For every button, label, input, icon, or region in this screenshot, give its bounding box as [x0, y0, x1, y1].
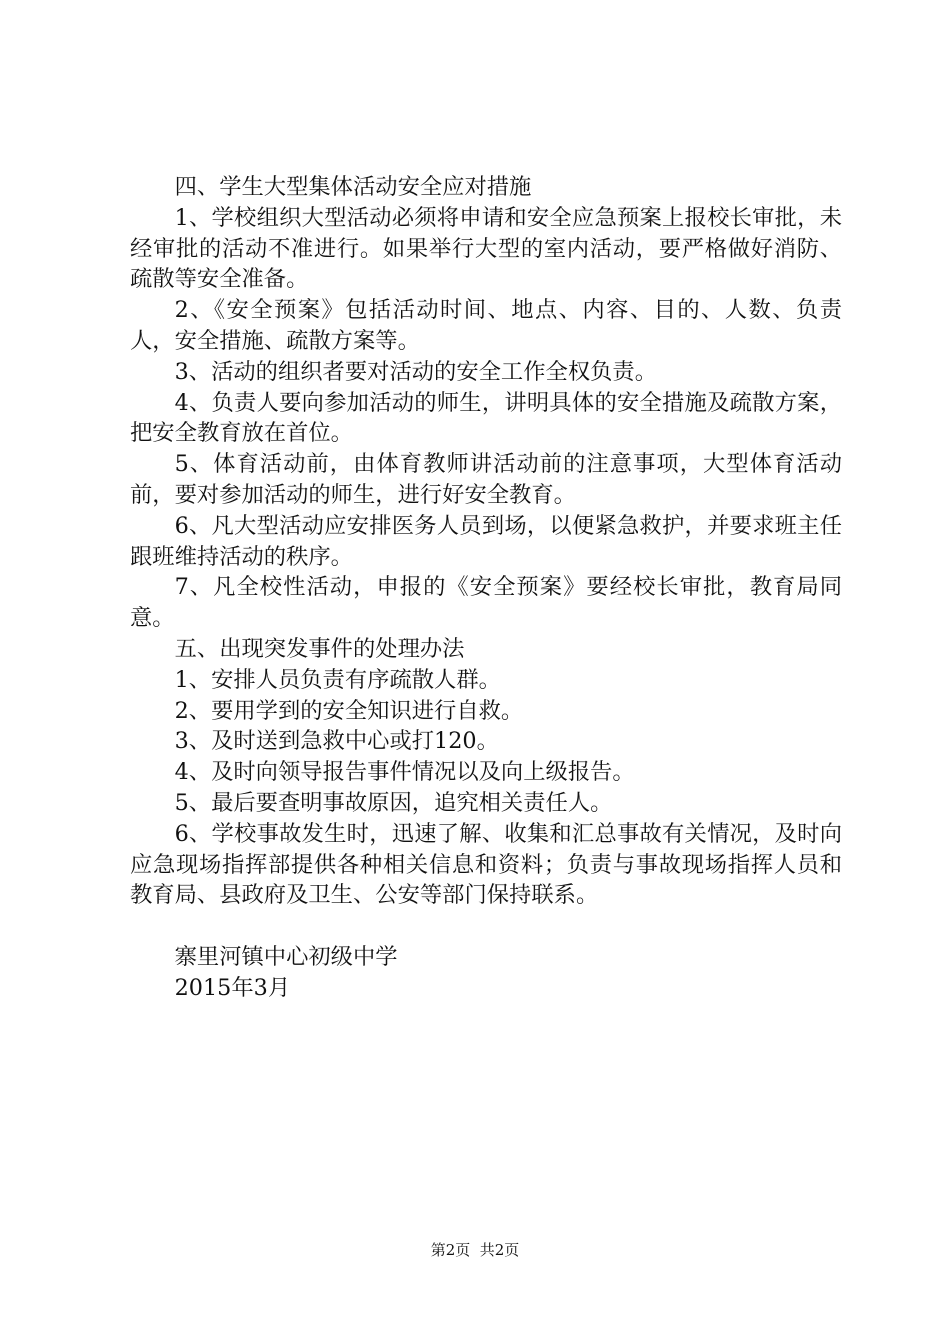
paragraph-5-4: 4、及时向领导报告事件情况以及向上级报告。 [174, 759, 635, 786]
section-heading-5: 五、出现突发事件的处理办法 [174, 635, 465, 662]
section-heading-4: 四、学生大型集体活动安全应对措施 [174, 174, 532, 200]
paragraph-4-4: 4、负责人要向参加活动的师生，讲明具体的安全措施及疏散方案，把安全教育放在首位。 [130, 389, 842, 447]
paragraph-5-3: 3、及时送到急救中心或打120。 [174, 728, 499, 755]
paragraph-4-7: 7、凡全校性活动，申报的《安全预案》要经校长审批，教育局同意。 [130, 574, 842, 632]
paragraph-4-6: 6、凡大型活动应安排医务人员到场，以便紧急救护，并要求班主任跟班维持活动的秩序。 [130, 512, 842, 570]
page-footer: 第2页 共2页 [430, 1241, 520, 1259]
blank-line [130, 911, 842, 942]
paragraph-4-1: 1、学校组织大型活动必须将申请和安全应急预案上报校长审批，未经审批的活动不准进行。如果举行大型的室内活动，要严格做好消防、疏散等安全准备。 [130, 204, 842, 293]
signature-organization: 寨里河镇中心初级中学 [174, 943, 398, 970]
paragraph-4-2: 2、《安全预案》包括活动时间、地点、内容、目的、人数、负责人，安全措施、疏散方案等。 [130, 297, 842, 354]
paragraph-4-5: 5、体育活动前，由体育教师讲活动前的注意事项，大型体育活动前，要对参加活动的师生，进行好安全教育。 [130, 451, 842, 508]
paragraph-5-1: 1、安排人员负责有序疏散人群。 [174, 666, 501, 693]
paragraph-5-5: 5、最后要查明事故原因，追究相关责任人。 [174, 789, 613, 816]
document-body [130, 172, 842, 1004]
paragraph-5-6: 6、学校事故发生时，迅速了解、收集和汇总事故有关情况，及时向应急现场指挥部提供各种相关信息和资料；负责与事故现场指挥人员和教育局、县政府及卫生、公安等部门保持联系。 [130, 820, 842, 909]
paragraph-5-2: 2、要用学到的安全知识进行自救。 [174, 697, 524, 724]
signature-date: 2015年3月 [174, 974, 291, 1001]
paragraph-4-3: 3、活动的组织者要对活动的安全工作全权负责。 [174, 358, 658, 385]
